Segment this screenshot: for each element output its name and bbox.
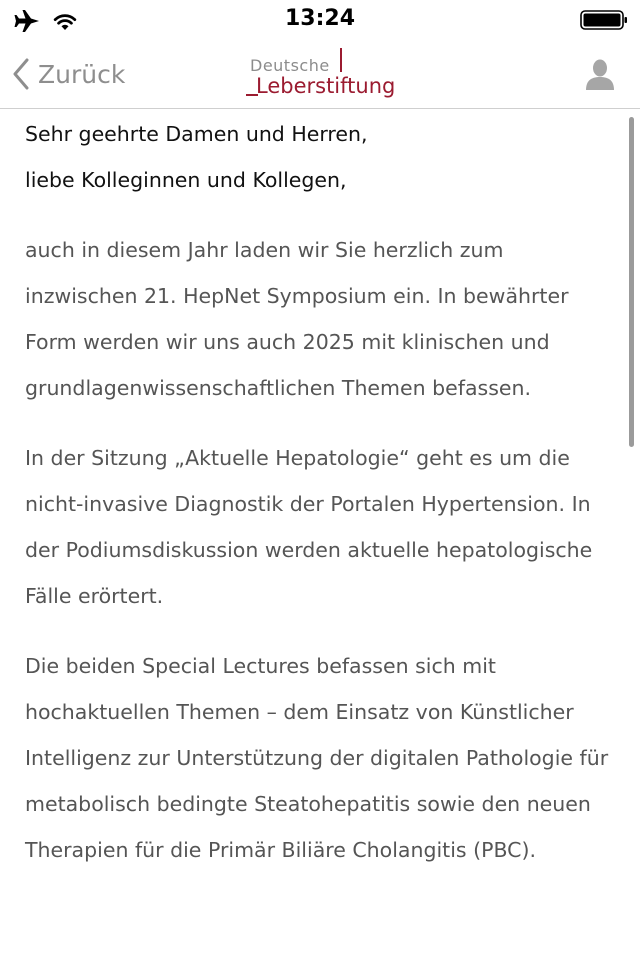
salutation: [25, 111, 615, 203]
paragraph-3: Die beiden Special Lectures befassen sich mit hochaktuellen Themen – dem Einsatz von Künstlicher Intelligenz zur Unterstützung der digitalen Pathologie für metabolisch bedingte Steatohepatitis sowie den neuen Therapien für die Primär Biliäre Cholangitis (PBC).: [25, 654, 609, 862]
status-bar: [0, 0, 640, 40]
scroll-indicator[interactable]: [629, 117, 634, 447]
paragraph-2: In der Sitzung „Aktuelle Hepatologie“ geht es um die nicht-invasive Diagnostik der Portalen Hypertension. In der Podiumsdiskussion werden aktuelle hepatologische Fälle erörtert.: [25, 446, 593, 608]
logo-text-top: Deutsche: [250, 56, 330, 75]
status-icons-left: [14, 8, 78, 34]
logo-text-bottom: Leberstiftung: [256, 74, 396, 98]
battery-icon: [580, 10, 628, 30]
airplane-icon: [14, 9, 40, 33]
back-button[interactable]: [12, 56, 125, 92]
status-time-container: [0, 6, 640, 31]
deutsche-leberstiftung-logo: [246, 48, 398, 100]
user-profile-icon[interactable]: [584, 58, 616, 92]
chevron-left-icon: [12, 58, 30, 90]
back-label: Zurück: [38, 59, 126, 89]
wifi-icon: [52, 10, 78, 32]
salutation-line-2: liebe Kolleginnen und Kollegen,: [25, 168, 347, 192]
paragraph-1: auch in diesem Jahr laden wir Sie herzlich zum inzwischen 21. HepNet Symposium ein. In bewährter Form werden wir uns auch 2025 mit klinischen und grundlagenwissenschaftlichen Themen befassen.: [25, 238, 569, 400]
letter-content[interactable]: [0, 109, 640, 960]
logo-vertical-line: [340, 48, 342, 72]
letter-text: [25, 109, 615, 873]
salutation-line-1: Sehr geehrte Damen und Herren,: [25, 122, 368, 146]
navigation-bar: [0, 40, 640, 109]
status-time: 13:24: [284, 6, 356, 31]
